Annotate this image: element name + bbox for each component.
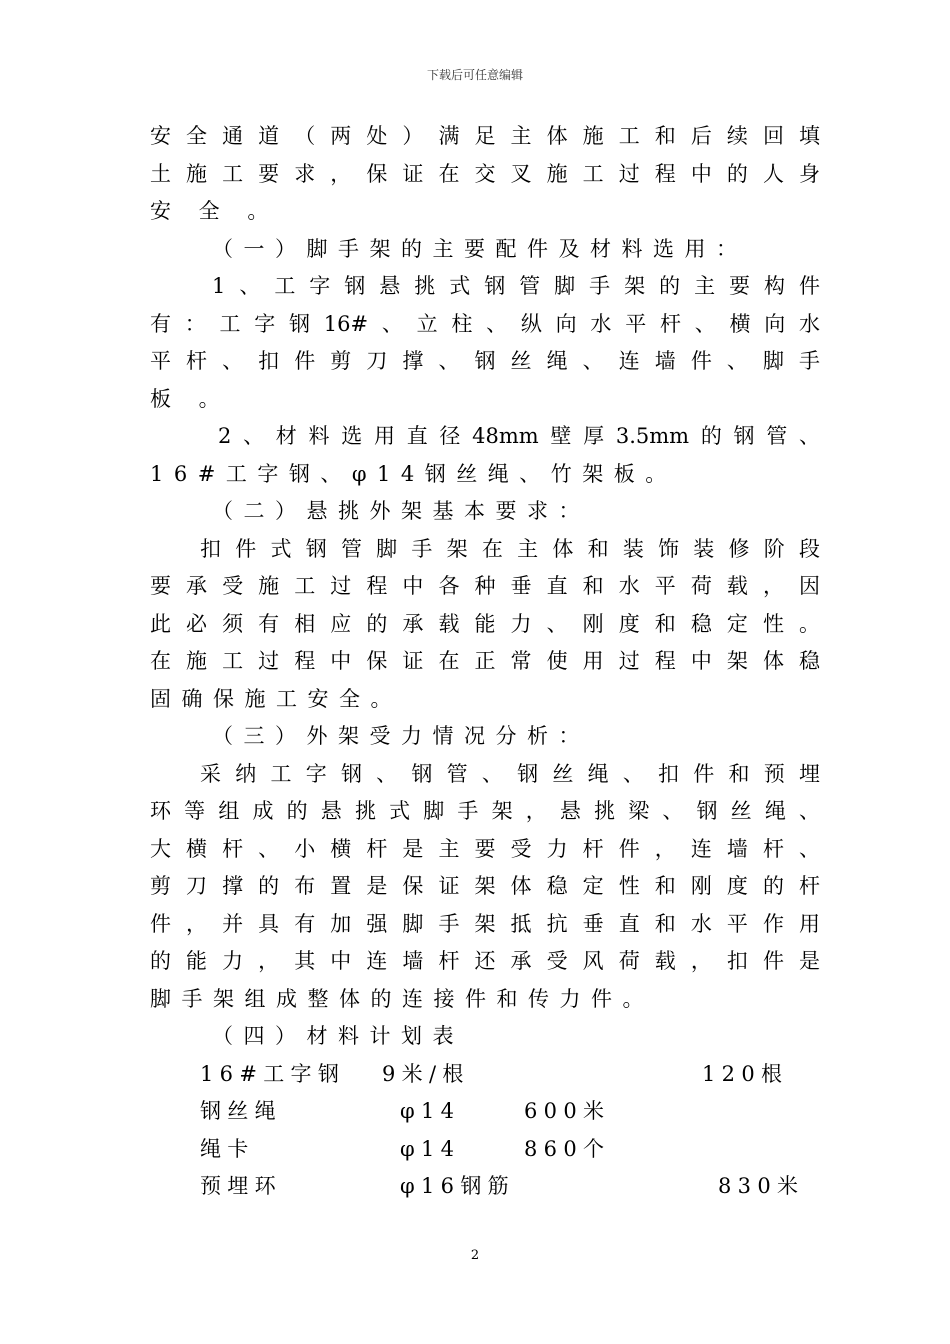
- section-heading: （三）外架受力情况分析：: [212, 724, 590, 748]
- page-number: 2: [470, 1248, 480, 1263]
- paragraph-line: 固确保施工安全。: [150, 686, 402, 711]
- material-total: 830米: [718, 1174, 805, 1198]
- paragraph-line: 要承受施工过程中各种垂直和水平荷载，因: [150, 574, 820, 598]
- paragraph-line: 2、材料选用直径48mm壁厚3.5mm的钢管、: [218, 424, 820, 448]
- paragraph-line: 件，并具有加强脚手架抵抗垂直和水平作用: [150, 911, 820, 936]
- paragraph-line: 在施工过程中保证在正常使用过程中架体稳: [150, 649, 820, 673]
- paragraph-line: 1、工字钢悬挑式钢管脚手架的主要构件: [212, 274, 820, 298]
- paragraph-line: 环等组成的悬挑式脚手架，悬挑梁、钢丝绳、: [150, 799, 820, 823]
- material-row: [150, 1093, 820, 1131]
- paragraph-line: 大横杆、小横杆是主要受力杆件，连墙杆、: [150, 836, 820, 861]
- material-quantity: 600米: [524, 1099, 611, 1123]
- paragraph-line: 剪刀撑的布置是保证架体稳定性和刚度的杆: [150, 874, 820, 898]
- document-body: [150, 118, 820, 1206]
- paragraph-line: 此必须有相应的承载能力、刚度和稳定性。: [150, 611, 820, 636]
- material-name: 预埋环: [200, 1174, 282, 1198]
- material-total: 120根: [702, 1061, 789, 1086]
- paragraph-line: 采纳工字钢、钢管、钢丝绳、扣件和预埋: [200, 761, 820, 786]
- material-row: [150, 1168, 820, 1206]
- paragraph-line: 的能力，其中连墙杆还承受风荷载，扣件是: [150, 949, 820, 973]
- material-row: [150, 1131, 820, 1169]
- section-heading: （二）悬挑外架基本要求：: [212, 499, 590, 523]
- paragraph-line: 安全通道（两处）满足主体施工和后续回填: [150, 124, 820, 148]
- paragraph-line: 有：工字钢16#、立柱、纵向水平杆、横向水: [150, 311, 820, 336]
- paragraph-line: 安 全 。: [150, 199, 279, 223]
- material-row: [150, 1056, 820, 1094]
- material-spec: φ14: [400, 1099, 461, 1123]
- section-heading: （四）材料计划表: [212, 1024, 464, 1048]
- material-spec: 9米/根: [382, 1061, 470, 1086]
- material-quantity: 860个: [524, 1136, 611, 1161]
- material-name: 16#工字钢: [200, 1061, 346, 1086]
- section-heading: （一）脚手架的主要配件及材料选用：: [212, 236, 748, 261]
- material-spec: φ16钢筋: [400, 1174, 515, 1198]
- material-spec: φ14: [400, 1136, 461, 1161]
- material-name: 钢丝绳: [200, 1099, 282, 1123]
- paragraph-line: 板 。: [150, 386, 231, 411]
- paragraph-line: 扣件式钢管脚手架在主体和装饰装修阶段: [200, 536, 820, 561]
- page-header: 下载后可任意编辑: [426, 68, 523, 82]
- paragraph-line: 土施工要求，保证在交叉施工过程中的人身: [150, 161, 820, 186]
- paragraph-line: 平杆、扣件剪刀撑、钢丝绳、连墙件、脚手: [150, 349, 820, 373]
- paragraph-line: 脚手架组成整体的连接件和传力件。: [150, 986, 654, 1011]
- material-name: 绳卡: [200, 1136, 255, 1161]
- paragraph-line: 16#工字钢、φ14钢丝绳、竹架板。: [150, 461, 677, 486]
